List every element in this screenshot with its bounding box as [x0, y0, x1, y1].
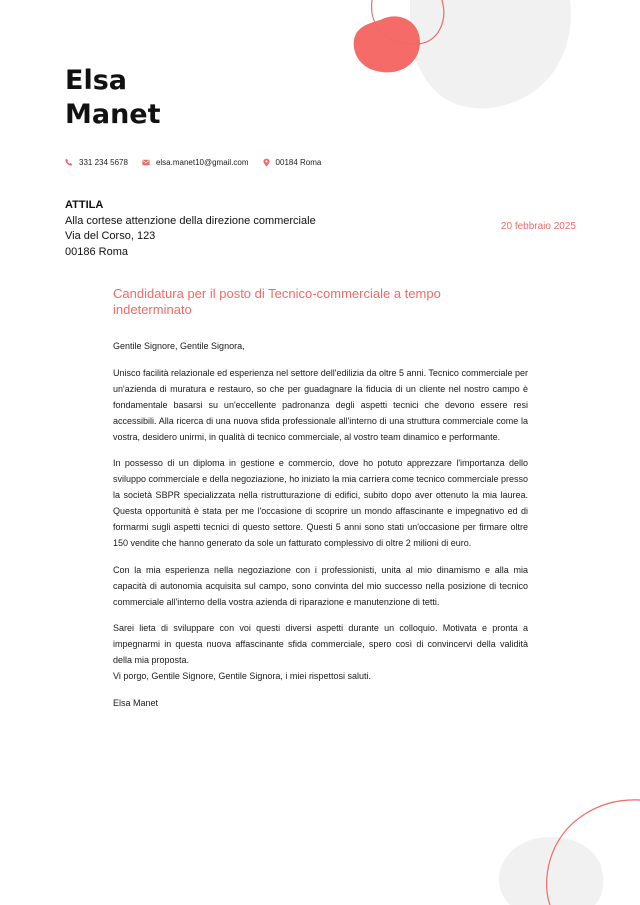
contact-location	[263, 158, 322, 167]
paragraph-3: Con la mia esperienza nella negoziazione con i professionisti, unita al mio dinamismo e alla mia capacità di autonomia acquisita sul campo, sono convinta del mio successo nella posizione di tecnico commerciale all'interno della vostra azienda di riparazione e manutenzione di tetti.	[113, 564, 528, 607]
salutation: Gentile Signore, Gentile Signora,	[113, 341, 245, 351]
sender-name	[65, 64, 161, 132]
bottom-decoration	[490, 790, 640, 905]
paragraph-4: Sarei lieta di sviluppare con voi questi diversi aspetti durante un colloquio. Motivata e pronta a impegnarmi in questa nuova affascinante sfida commerciale, spero così di convincervi della validità della mia proposta.	[113, 623, 528, 665]
letter-date: 20 febbraio 2025	[500, 221, 576, 232]
sender-last-name: Manet	[65, 99, 161, 130]
mail-icon	[142, 159, 150, 166]
closing: Vi porgo, Gentile Signore, Gentile Signora, i miei rispettosi saluti.	[113, 671, 371, 681]
paragraph-2: In possesso di un diploma in gestione e commercio, dove ho potuto apprezzare l'importanza dello sviluppo commerciale e della negoziazione, ho iniziato la mia carriera come tecnico commerciale presso la società SBPR specializzata nella ristrutturazione di edifici, subito dopo aver ottenuto la mia laurea. Questa opportunità è stata per me l'occasione di scoprire un mondo affascinante e impegnativo ed di formarmi sugli aspetti tecnici di questo settore. Questi 5 anni sono stati un'occasione per firmare oltre 150 vendite che hanno generato da sole un fatturato complessivo di oltre 2 milioni di euro.	[113, 458, 528, 548]
recipient-city: 00186 Roma	[65, 245, 128, 258]
recipient-street: Via del Corso, 123	[65, 230, 156, 242]
phone-text: 331 234 5678	[79, 157, 128, 167]
location-text: 00184 Roma	[275, 157, 322, 167]
top-decoration	[340, 0, 640, 120]
sender-first-name: Elsa	[65, 65, 127, 96]
gray-blob-shape	[499, 837, 603, 905]
recipient-address	[65, 198, 316, 260]
letter-body	[113, 338, 528, 721]
email-text: elsa.manet10@gmail.com	[155, 157, 249, 167]
letter-subject: Candidatura per il posto di Tecnico-commerciale a tempo indeterminato	[113, 286, 441, 317]
map-pin-icon	[263, 158, 270, 167]
gray-blob-shape	[410, 0, 571, 108]
contact-email	[142, 158, 249, 167]
phone-icon	[65, 158, 73, 166]
recipient-attention: Alla cortese attenzione della direzione commerciale	[65, 214, 316, 227]
paragraph-1: Unisco facilità relazionale ed esperienza nel settore dell'edilizia da oltre 5 anni. Tecnico commerciale per un'azienda di muratura e restauro, so che per guadagnare la fiducia di un cliente nel nostro campo è fondamentale basarsi su un'eccellente padronanza degli aspetti tecnici che devono essere resi accessibili. Alla ricerca di una nuova sfida professionale all'interno di una struttura commerciale come la vostra, desidero unirmi, in qualità di tecnico commerciale, al vostro team dinamico e performante.	[113, 367, 528, 442]
contact-info	[65, 155, 335, 169]
recipient-company: ATTILA	[65, 199, 104, 211]
contact-phone	[65, 158, 128, 167]
signature: Elsa Manet	[113, 697, 159, 708]
